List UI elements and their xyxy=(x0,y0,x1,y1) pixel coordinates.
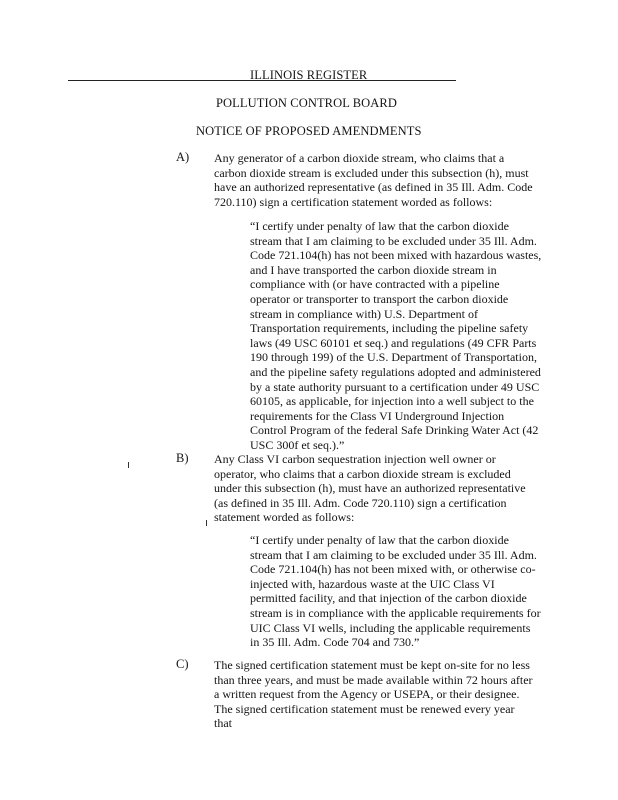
register-title: ILLINOIS REGISTER xyxy=(250,68,368,82)
scan-mark xyxy=(206,520,207,526)
section-b-text: Any Class VI carbon sequestration injection well owner or operator, who claims that a carbon dioxide stream is excluded under this subsection (h), must have an authorized representative (as defined in 35 Ill. Adm. Code 720.110) sign a certification statement worded as follows: xyxy=(214,452,526,525)
board-title: POLLUTION CONTROL BOARD xyxy=(216,96,397,110)
notice-title: NOTICE OF PROPOSED AMENDMENTS xyxy=(196,124,422,138)
section-a-quote: “I certify under penalty of law that the carbon dioxide stream that I am claiming to be excluded under 35 Ill. Adm. Code 721.104(h) has not been mixed with hazardous wastes, and I have transported the carbon dioxide stream in compliance with (or have contracted with a pipeline operator or transporter to transport the carbon dioxide stream in compliance with) U.S. Department of Transportation requirements, including the pipeline safety laws (49 USC 60101 et seq.) and regulations (49 CFR Parts 190 through 199) of the U.S. Department of Transportation, and the pipeline safety regulations adopted and administered by a state authority pursuant to a certification under 49 USC 60105, as applicable, for injection into a well subject to the requirements for the Class VI Underground Injection Control Program of the federal Safe Drinking Water Act (42 USC 300f et seq.).” xyxy=(250,219,542,452)
section-c-marker: C) xyxy=(176,657,189,671)
section-a-marker: A) xyxy=(176,150,190,164)
section-c-text: The signed certification statement must be kept on-site for no less than three years, and must be made available within 72 hours after a written request from the Agency or USEPA, or their designee. The signed certification statement must be renewed every year that xyxy=(214,658,533,731)
section-b-marker: B) xyxy=(176,451,189,465)
scan-mark xyxy=(128,462,129,468)
section-b-quote: “I certify under penalty of law that the carbon dioxide stream that I am claiming to be excluded under 35 Ill. Adm. Code 721.104(h) has not been mixed with, or otherwise co-injected with, hazardous waste at the UIC Class VI permitted facility, and that injection of the carbon dioxide stream is in compliance with the applicable requirements for UIC Class VI wells, including the applicable requirements in 35 Ill. Adm. Code 704 and 730.” xyxy=(250,533,541,650)
section-a-text: Any generator of a carbon dioxide stream, who claims that a carbon dioxide stream is excluded under this subsection (h), must have an authorized representative (as defined in 35 Ill. Adm. Code 720.110) sign a certification statement worded as follows: xyxy=(214,151,533,209)
